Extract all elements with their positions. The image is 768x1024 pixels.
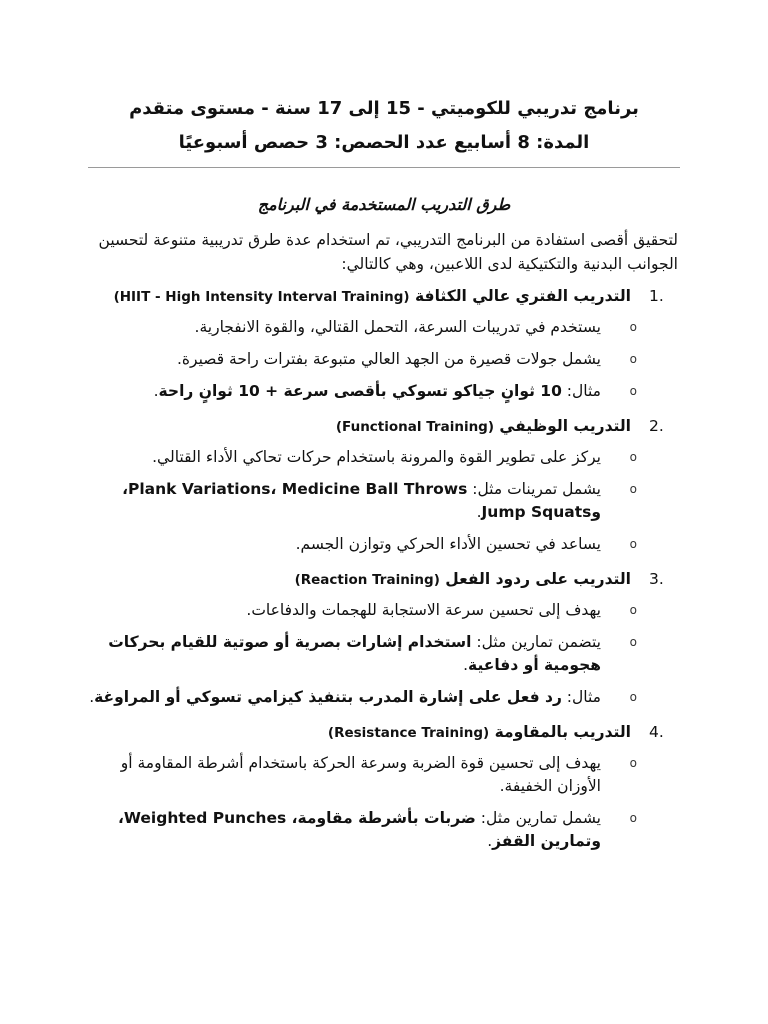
list-number: 1. [649,287,664,305]
item-text: يهدف إلى تحسين قوة الضربة وسرعة الحركة باستخدام أشرطة المقاومة أو الأوزان الخفيفة. [120,754,601,795]
method-heading [86,412,683,441]
item-text: يستخدم في تدريبات السرعة، التحمل القتالي، والقوة الانفجارية. [194,318,601,336]
methods-list [86,282,683,862]
bullet-marker: o [629,811,637,825]
bullet-marker: o [629,352,637,366]
list-item [86,380,637,403]
item-text: مثال: [561,382,601,400]
list-item [86,807,637,853]
item-punctuation: . [487,832,493,850]
list-item [86,631,637,677]
document-title [80,92,688,160]
item-text: يشمل تمرينات مثل: [467,480,601,498]
title-line-2: المدة: 8 أسابيع عدد الحصص: 3 حصص أسبوعيًا [178,132,590,153]
list-number: 3. [649,570,664,588]
list-item [86,348,637,371]
item-text: يركز على تطوير القوة والمرونة باستخدام حركات تحاكي الأداء القتالي. [152,448,601,466]
list-item [86,752,637,798]
item-punctuation: . [463,656,469,674]
method-title-english: (HIIT - High Intensity Interval Training) [113,289,410,305]
item-punctuation: . [476,503,482,521]
method-title-arabic: التدريب الوظيفي [499,417,631,435]
bullet-marker: o [629,690,637,704]
item-text: يشمل تمارين مثل: [475,809,601,827]
bullet-marker: o [629,482,637,496]
method-heading [86,565,683,594]
bullet-marker: o [629,635,637,649]
bullet-marker: o [629,320,637,334]
item-text: يتضمن تمارين مثل: [471,633,601,651]
item-punctuation: . [89,688,95,706]
method-title-arabic: التدريب على ردود الفعل [445,570,631,588]
method-heading [86,282,683,311]
list-item [86,686,637,709]
title-line-1: برنامج تدريبي للكوميتي - 15 إلى 17 سنة - مستوى متقدم [129,98,639,119]
list-item [86,533,637,556]
item-emphasis: استخدام إشارات بصرية أو صوتية للقيام بحركات هجومية أو دفاعية [108,633,601,674]
method-title-english: (Reaction Training) [294,572,440,588]
item-emphasis: 10 ثوانٍ جياكو تسوكي بأقصى سرعة + 10 ثوانٍ راحة [158,382,562,400]
list-item [86,599,637,622]
bullet-marker: o [629,450,637,464]
item-text: يساعد في تحسين الأداء الحركي وتوازن الجسم. [295,535,601,553]
list-item [86,478,637,524]
bullet-marker: o [629,603,637,617]
method-title-english: (Resistance Training) [327,725,490,741]
bullet-marker: o [629,537,637,551]
item-emphasis: رد فعل على إشارة المدرب بتنفيذ كيزامي تسوكي أو المراوغة [94,688,562,706]
bullet-marker: o [629,756,637,770]
item-text: يشمل جولات قصيرة من الجهد العالي متبوعة بفترات راحة قصيرة. [176,350,601,368]
item-emphasis: ضربات بأشرطة مقاومة، Weighted Punches، وتمارين القفز [117,809,601,850]
horizontal-divider [88,167,680,168]
method-title-arabic: التدريب بالمقاومة [494,723,631,741]
item-text: مثال: [561,688,601,706]
method-heading [86,718,683,747]
section-heading: طرق التدريب المستخدمة في البرنامج [257,195,511,214]
item-text: يهدف إلى تحسين سرعة الاستجابة للهجمات والدفاعات. [246,601,601,619]
bullet-marker: o [629,384,637,398]
list-number: 2. [649,417,664,435]
item-punctuation: . [153,382,159,400]
method-title-english: (Functional Training) [335,419,495,435]
list-number: 4. [649,723,664,741]
list-item [86,446,637,469]
list-item [86,316,637,339]
intro-paragraph: لتحقيق أقصى استفادة من البرنامج التدريبي، تم استخدام عدة طرق تدريبية متنوعة لتحسين الجوانب البدنية والتكتيكية لدى اللاعبين، وهي كالتالي: [98,231,678,273]
method-title-arabic: التدريب الفتري عالي الكثافة [415,287,631,305]
item-emphasis: Plank Variations، Medicine Ball Throws، وJump Squats [122,480,601,521]
